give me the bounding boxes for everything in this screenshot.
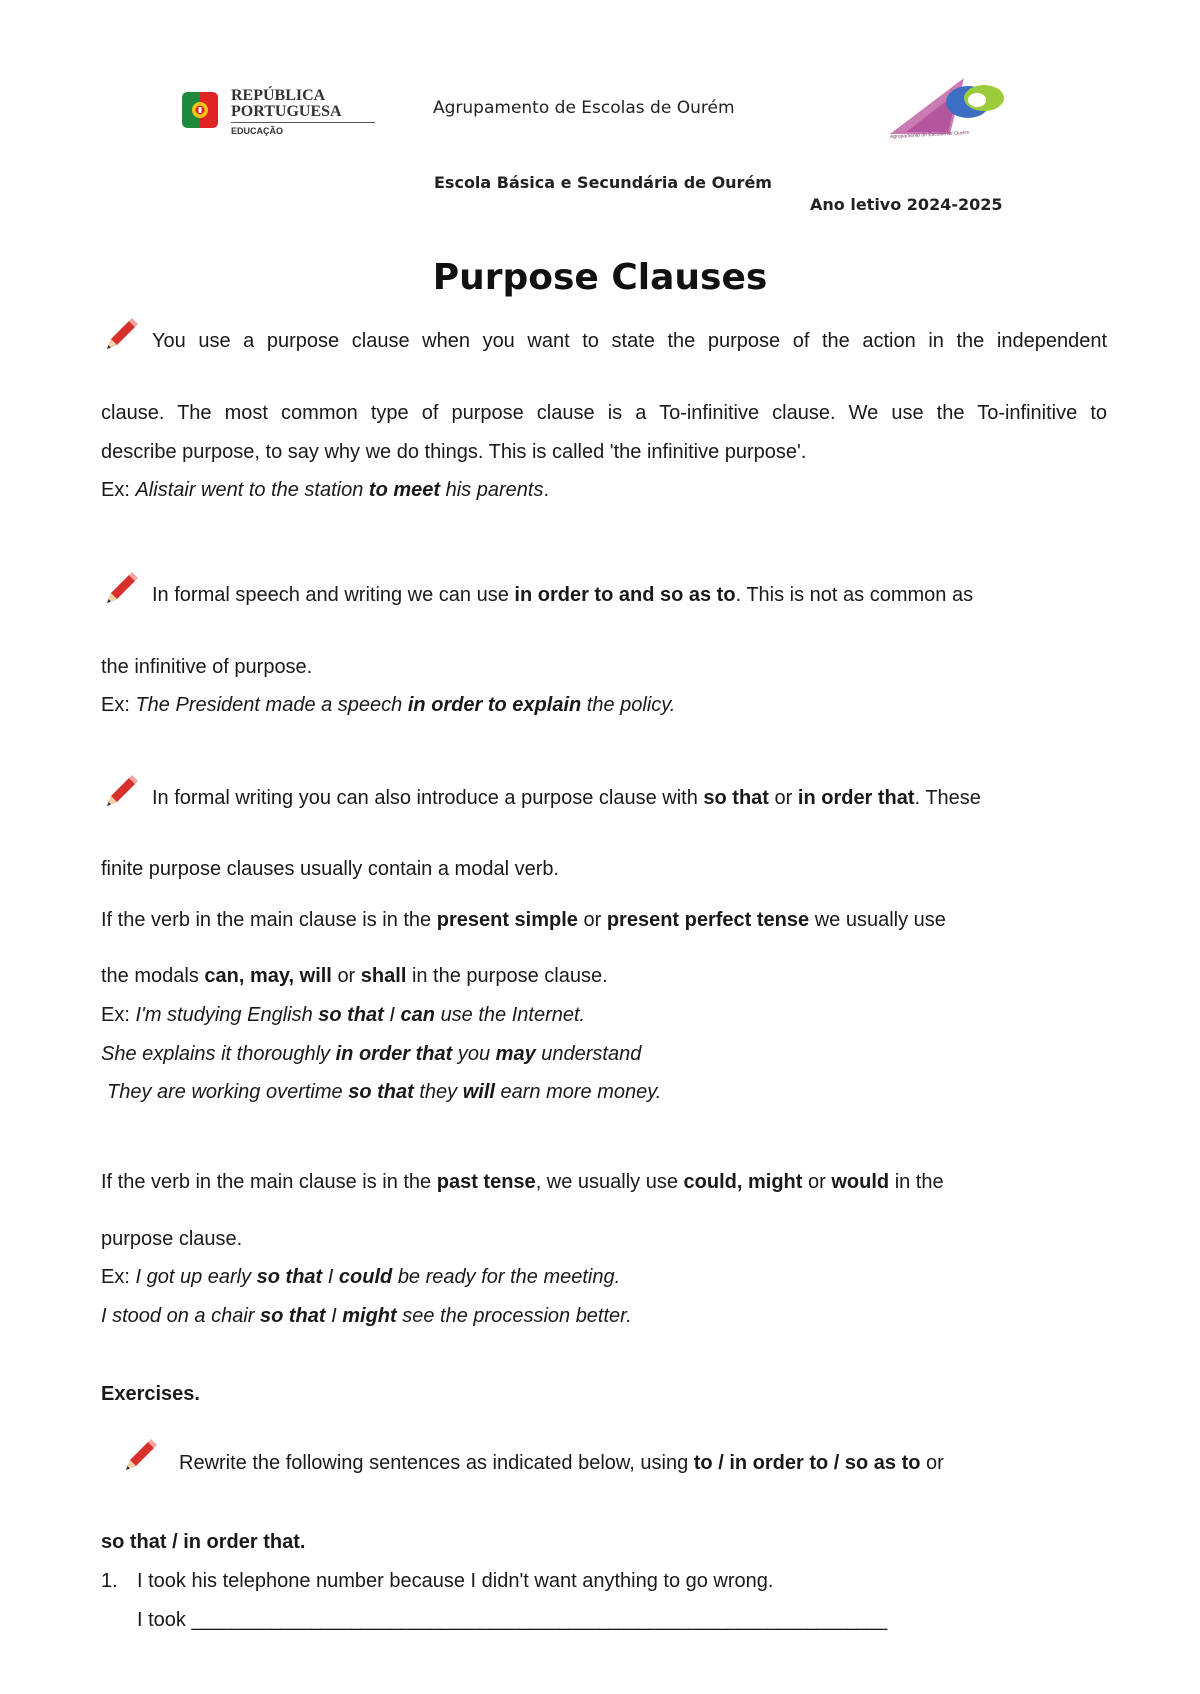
bullet2-line1 <box>101 1170 944 1194</box>
bullet-text: we usually use <box>814 909 946 931</box>
example-label: Ex: <box>101 1004 130 1026</box>
section3-example5 <box>101 1304 632 1328</box>
example-label: Ex: <box>101 694 130 716</box>
example-highlight: so that <box>318 1004 384 1026</box>
school-group-logo <box>886 74 1018 144</box>
exercise-instruction-line1 <box>179 1451 944 1475</box>
section3-line2: finite purpose clauses usually contain a modal verb. <box>101 858 560 880</box>
answer-prompt: I took <box>137 1609 186 1631</box>
section2-text: . This is not as common as <box>735 584 974 606</box>
bullet-highlight: can, may, will <box>204 965 332 987</box>
section3-text: or <box>774 787 793 809</box>
bullet-text: If the verb in the main clause is in the <box>101 909 432 931</box>
gov-logo-line3: EDUCAÇÃO <box>231 126 284 136</box>
example-highlight: so that <box>260 1305 326 1327</box>
school-logo-text: Agrupamento de Escolas de Ourém <box>889 129 970 141</box>
exercise-instruction-line2: so that / in order that. <box>101 1531 306 1553</box>
triangle-logo-icon <box>886 74 1018 136</box>
section3-example1 <box>101 1003 585 1027</box>
example-text: I <box>389 1004 395 1026</box>
item-number: 1. <box>101 1570 118 1592</box>
section1-example <box>101 478 549 502</box>
example-text: I got up early <box>135 1266 252 1288</box>
school-name: Escola Básica e Secundária de Ourém <box>434 173 772 192</box>
section3-line1 <box>152 786 981 810</box>
bullet-text: or <box>808 1171 826 1193</box>
exercise-item-answer <box>137 1608 886 1632</box>
pencil-icon <box>101 772 141 812</box>
bullet-text: or <box>337 965 356 987</box>
bullet-highlight: could, might <box>683 1171 803 1193</box>
instruction-text: or <box>926 1452 944 1474</box>
instruction-highlight: to / in order to / so as to <box>693 1452 921 1474</box>
example-text: I stood on a chair <box>101 1305 255 1327</box>
bullet2-line2: purpose clause. <box>101 1228 243 1250</box>
example-text: I'm studying English <box>135 1004 313 1026</box>
example-highlight: could <box>338 1266 393 1288</box>
section3-example2 <box>101 1042 641 1066</box>
republica-portuguesa-logo <box>178 86 378 140</box>
section3-text: In formal writing you can also introduce a purpose clause with <box>152 787 698 809</box>
example-text: I <box>327 1266 334 1288</box>
answer-blank[interactable]: ______________________________________________________________________ <box>191 1609 887 1631</box>
example-highlight: in order that <box>335 1043 453 1065</box>
gov-logo-line1: REPÚBLICA <box>231 87 326 104</box>
exercise-item <box>101 1569 773 1593</box>
section2-line1 <box>152 583 973 607</box>
example-text: They are working overtime <box>107 1081 343 1103</box>
bullet-text: the modals <box>101 965 199 987</box>
instruction-text: Rewrite the following sentences as indicated below, using <box>179 1452 689 1474</box>
example-highlight: to meet <box>368 479 441 501</box>
section2-example <box>101 693 675 717</box>
gov-logo-divider <box>231 122 375 123</box>
school-group-name: Agrupamento de Escolas de Ourém <box>433 98 735 118</box>
bullet-highlight: past tense <box>436 1171 536 1193</box>
example-text: understand <box>541 1043 642 1065</box>
example-highlight: in order to explain <box>407 694 582 716</box>
example-highlight: may <box>495 1043 536 1065</box>
section2-highlight: in order to and so as to <box>514 584 736 606</box>
example-text: Alistair went to the station <box>135 479 364 501</box>
page-title: Purpose Clauses <box>432 257 768 298</box>
example-text: see the procession better. <box>402 1305 632 1327</box>
item-sentence: I took his telephone number because I didn't want anything to go wrong. <box>137 1570 774 1592</box>
section1-line1: You use a purpose clause when you want to state the purpose of the action in the independent <box>152 330 1107 352</box>
example-text: the policy. <box>586 694 676 716</box>
example-highlight: can <box>400 1004 435 1026</box>
bullet-highlight: present perfect tense <box>606 909 810 931</box>
bullet1-line2 <box>101 964 608 988</box>
example-highlight: so that <box>348 1081 414 1103</box>
example-label: Ex: <box>101 1266 130 1288</box>
example-text: . <box>543 479 550 501</box>
example-text: She explains it thoroughly <box>101 1043 331 1065</box>
example-highlight: so that <box>256 1266 323 1288</box>
section3-highlight: in order that <box>797 787 915 809</box>
example-text: earn more money. <box>500 1081 662 1103</box>
portugal-flag-icon <box>178 90 220 130</box>
school-year: Ano letivo 2024-2025 <box>810 195 1003 214</box>
pencil-icon <box>101 315 141 355</box>
section3-text: . These <box>914 787 981 809</box>
example-text: his parents <box>445 479 544 501</box>
bullet-text: If the verb in the main clause is in the <box>101 1171 432 1193</box>
example-text: they <box>419 1081 458 1103</box>
bullet-highlight: would <box>831 1171 890 1193</box>
section3-highlight: so that <box>703 787 769 809</box>
bullet-text: in the <box>894 1171 944 1193</box>
bullet-text: in the purpose clause. <box>411 965 608 987</box>
bullet-highlight: shall <box>360 965 407 987</box>
example-highlight: might <box>342 1305 397 1327</box>
section3-example3 <box>107 1080 661 1104</box>
section2-text: In formal speech and writing we can use <box>152 584 509 606</box>
section1-line3: describe purpose, to say why we do things. This is called 'the infinitive purpose'. <box>101 441 807 463</box>
example-text: The President made a speech <box>135 694 403 716</box>
section3-example4 <box>101 1265 620 1289</box>
example-text: use the Internet. <box>440 1004 586 1026</box>
bullet-text: , we usually use <box>535 1171 678 1193</box>
example-label: Ex: <box>101 479 130 501</box>
example-text: be ready for the meeting. <box>397 1266 621 1288</box>
section1-line2: clause. The most common type of purpose clause is a To-infinitive clause. We use the To-infinitive to <box>101 402 1107 424</box>
pencil-icon <box>120 1436 160 1476</box>
gov-logo-line2: PORTUGUESA <box>231 103 342 120</box>
bullet1-line1 <box>101 908 946 932</box>
example-text: you <box>457 1043 491 1065</box>
exercises-heading: Exercises. <box>101 1383 200 1405</box>
pencil-icon <box>101 569 141 609</box>
example-text: I <box>331 1305 337 1327</box>
example-highlight: will <box>462 1081 495 1103</box>
section2-line2: the infinitive of purpose. <box>101 656 313 678</box>
bullet-highlight: present simple <box>436 909 578 931</box>
bullet-text: or <box>583 909 602 931</box>
